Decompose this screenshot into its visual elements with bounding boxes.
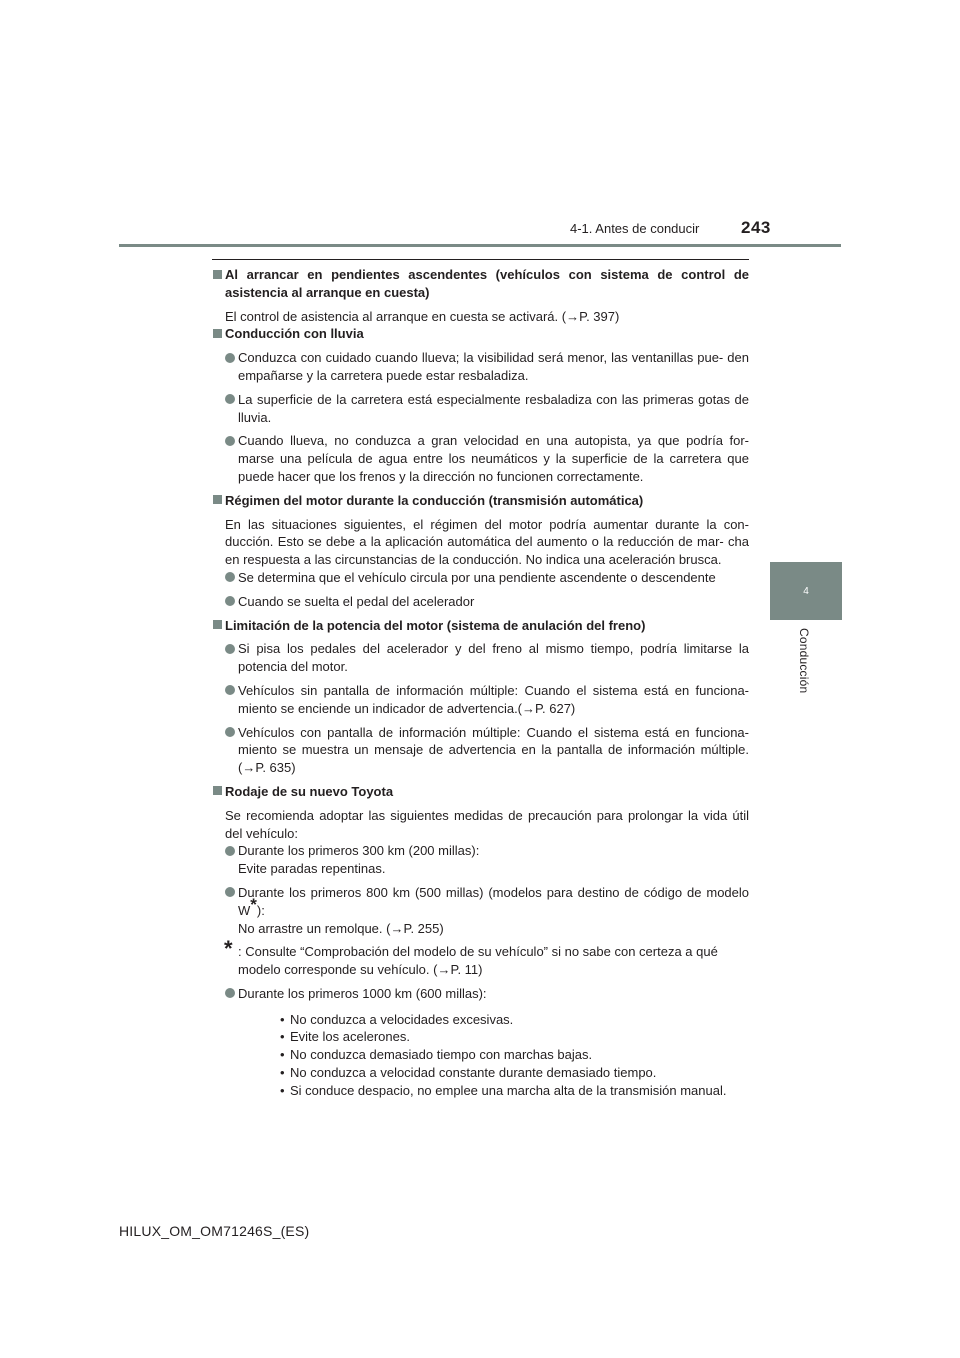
- sub-list-item: [276, 1064, 749, 1082]
- section-heading: [212, 325, 749, 343]
- section-heading: [212, 492, 749, 510]
- header-rule: [119, 244, 841, 247]
- sub-list-item: [276, 1011, 749, 1029]
- list-item: [212, 985, 749, 1100]
- document-code: HILUX_OM_OM71246S_(ES): [119, 1223, 310, 1239]
- list-item-text: No arrastre un remolque. (→P. 255): [238, 920, 444, 936]
- square-bullet-icon: [213, 329, 222, 338]
- section-paragraph: En las situaciones siguientes, el régimen del motor podría aumentar durante la con- ducción. Esto se debe a la aplicación automática del aumento o la reducción de mar- cha en respuesta a las circunstancias de la conducción. No indica una aceleración brusca.: [225, 516, 749, 568]
- list-item-text: Cuando se suelta el pedal del acelerador: [238, 593, 475, 609]
- circle-bullet-icon: [225, 685, 235, 695]
- list-item-text: Conduzca con cuidado cuando llueva; la visibilidad será menor, las ventanillas pue- den empañarse y la carretera puede estar resbaladiza.: [238, 350, 749, 383]
- dot-bullet-icon: •: [280, 1011, 285, 1027]
- sub-list-item: [276, 1028, 749, 1046]
- dot-bullet-icon: •: [280, 1029, 285, 1045]
- footnote-marker: *: [224, 936, 233, 962]
- section-title: Limitación de la potencia del motor (sistema de anulación del freno): [225, 617, 646, 633]
- sub-list-item-text: No conduzca a velocidad constante durante demasiado tiempo.: [290, 1065, 657, 1081]
- circle-bullet-icon: [225, 596, 235, 606]
- sub-list-item: [276, 1046, 749, 1064]
- sub-list: [238, 1011, 749, 1100]
- content-rule: [212, 259, 749, 260]
- circle-bullet-icon: [225, 644, 235, 654]
- list-item-text: Se determina que el vehículo circula por una pendiente ascendente o descendente: [238, 569, 716, 585]
- section-title: Al arrancar en pendientes ascendentes (vehículos con sistema de control de asistencia al arranque en cuesta): [225, 267, 749, 300]
- list-item-text: Durante los primeros 1000 km (600 millas):: [238, 985, 487, 1001]
- dot-bullet-icon: •: [280, 1082, 285, 1098]
- circle-bullet-icon: [225, 394, 235, 404]
- circle-bullet-icon: [225, 353, 235, 363]
- chapter-tab: [770, 562, 842, 620]
- list-item-text: La superficie de la carretera está especialmente resbaladiza con las primeras gotas de lluvia.: [238, 391, 749, 425]
- sub-list-item-text: No conduzca a velocidades excesivas.: [290, 1011, 514, 1027]
- section-heading: [212, 617, 749, 635]
- sub-list-item-text: Evite los acelerones.: [290, 1029, 410, 1045]
- list-item-text: Si pisa los pedales del acelerador y del freno al mismo tiempo, podría limitarse la potencia del motor.: [238, 641, 749, 675]
- dot-bullet-icon: •: [280, 1047, 285, 1063]
- list-item: [212, 432, 749, 485]
- square-bullet-icon: [213, 270, 222, 279]
- circle-bullet-icon: [225, 436, 235, 446]
- list-item-text: Vehículos con pantalla de información múltiple: Cuando el sistema está en funciona- miento se muestra un mensaje de advertencia en la pantalla de información múltiple. (→P. 635): [238, 724, 749, 776]
- circle-bullet-icon: [225, 887, 235, 897]
- section-title: Rodaje de su nuevo Toyota: [225, 783, 394, 799]
- square-bullet-icon: [213, 620, 222, 629]
- section-heading: [212, 783, 749, 801]
- list-item: [212, 349, 749, 385]
- list-item: [212, 842, 749, 878]
- sub-list-item-text: Si conduce despacio, no emplee una marcha alta de la transmisión manual.: [290, 1082, 727, 1098]
- list-item: [212, 884, 749, 937]
- list-item: [212, 640, 749, 676]
- running-title: 4-1. Antes de conducir: [570, 221, 700, 236]
- list-item: [212, 391, 749, 427]
- circle-bullet-icon: [225, 988, 235, 998]
- section-title: Conducción con lluvia: [225, 326, 364, 342]
- square-bullet-icon: [213, 786, 222, 795]
- circle-bullet-icon: [225, 727, 235, 737]
- sub-list-item: [276, 1082, 749, 1100]
- list-item: [212, 682, 749, 718]
- dot-bullet-icon: •: [280, 1065, 285, 1081]
- section-paragraph: El control de asistencia al arranque en cuesta se activará. (→P. 397): [225, 308, 620, 324]
- list-item-text: Cuando llueva, no conduzca a gran velocidad en una autopista, ya que podría for- marse una película de agua entre los neumáticos y la superficie de la carretera que puede hacer que los frenos y la dirección no funcionen correctamente.: [238, 433, 749, 484]
- section-paragraph: Se recomienda adoptar las siguientes medidas de precaución para prolongar la vida útil del vehículo:: [225, 807, 749, 841]
- section-heading: [212, 266, 749, 302]
- page-content: [212, 266, 749, 1106]
- footnote: [212, 936, 749, 979]
- list-item: [212, 593, 749, 611]
- list-item-text: Durante los primeros 300 km (200 millas):: [238, 843, 480, 859]
- footnote-text: : Consulte “Comprobación del modelo de su vehículo” si no sabe con certeza a qué modelo corresponde su vehículo. (→P. 11): [238, 944, 718, 978]
- sub-list-item-text: No conduzca demasiado tiempo con marchas bajas.: [290, 1047, 593, 1063]
- circle-bullet-icon: [225, 572, 235, 582]
- chapter-tab-number: 4: [803, 586, 809, 597]
- footnote-marker: *: [250, 894, 257, 914]
- circle-bullet-icon: [225, 846, 235, 856]
- square-bullet-icon: [213, 495, 222, 504]
- list-item-text: Vehículos sin pantalla de información múltiple: Cuando el sistema está en funciona- miento se enciende un indicador de advertencia.(→P. 627): [238, 682, 749, 716]
- list-item-text: [238, 884, 749, 920]
- list-item-text-part: ):: [256, 902, 265, 918]
- section-title: Régimen del motor durante la conducción (transmisión automática): [225, 492, 644, 508]
- page-number: 243: [741, 218, 771, 237]
- list-item-text-part: Durante los primeros 800 km (500 millas) (modelos para destino de código de modelo W: [238, 884, 749, 918]
- list-item-text: Evite paradas repentinas.: [238, 861, 386, 877]
- chapter-tab-label: Conducción: [797, 628, 811, 694]
- list-item: [212, 569, 749, 587]
- list-item: [212, 724, 749, 777]
